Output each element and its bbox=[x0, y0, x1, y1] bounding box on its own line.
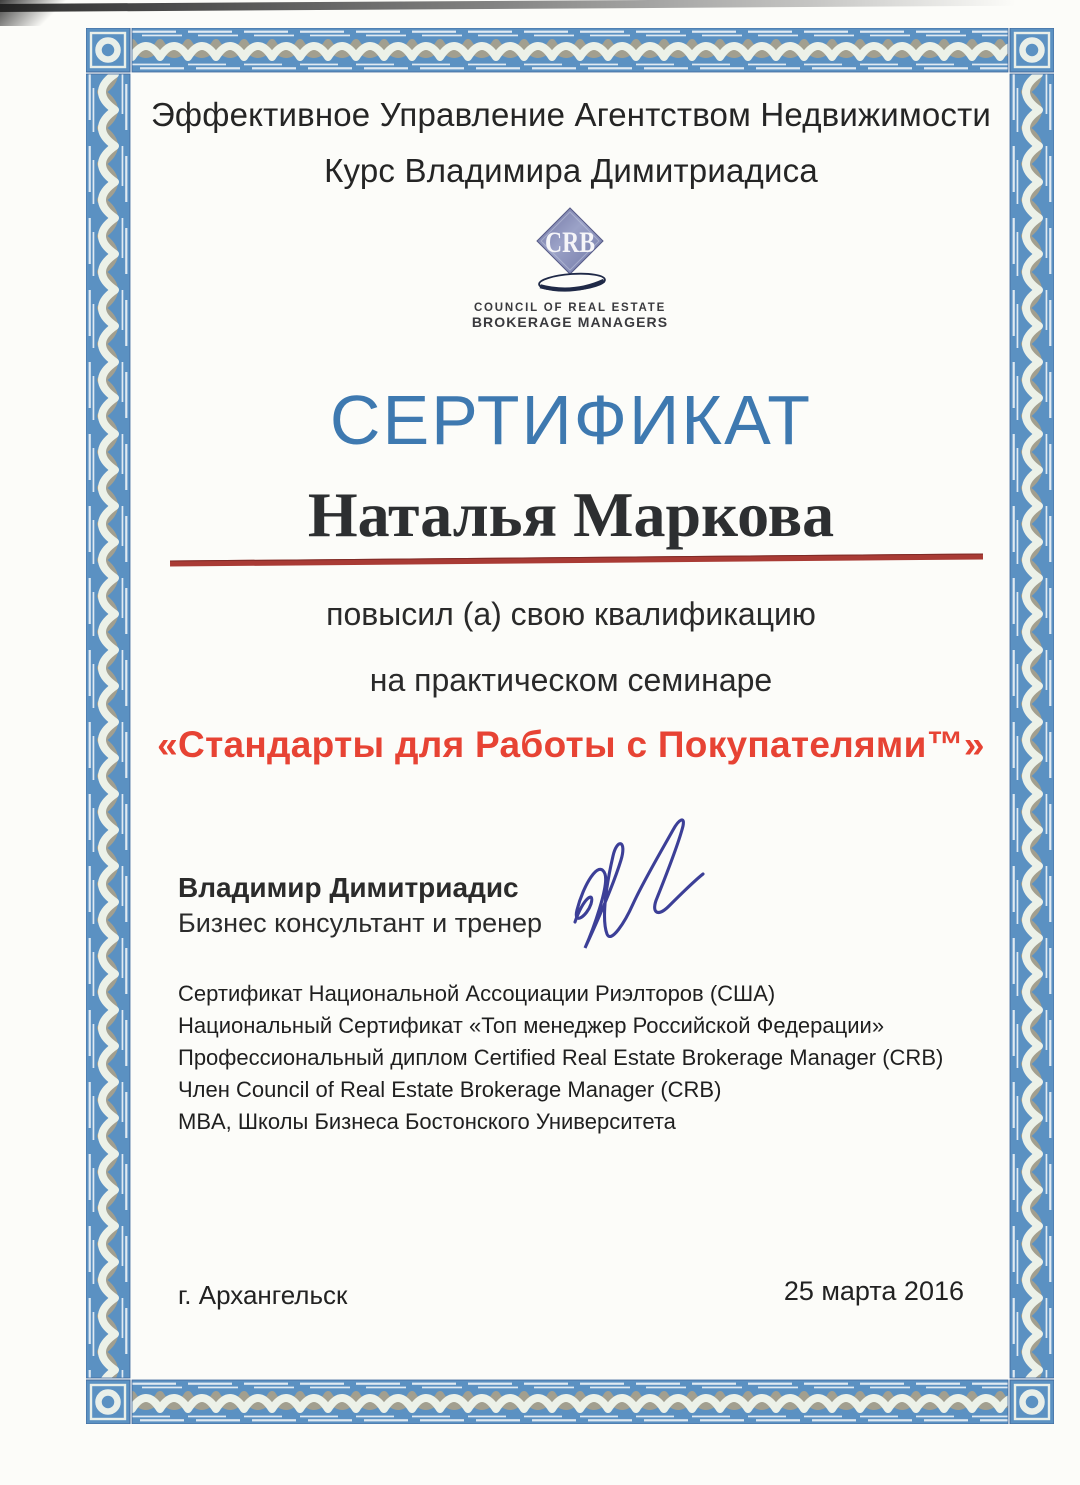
border-corner-top-right bbox=[1010, 28, 1054, 72]
scan-shadow-top bbox=[0, 0, 1016, 12]
border-corner-bottom-left bbox=[86, 1380, 130, 1424]
credential-line: Профессиональный диплом Certified Real Estate Brokerage Manager (CRB) bbox=[178, 1045, 944, 1070]
crb-monogram: CRB bbox=[545, 226, 595, 259]
city-label: г. Архангельск bbox=[178, 1280, 348, 1310]
crb-caption-line-1: COUNCIL OF REAL ESTATE bbox=[473, 302, 667, 314]
signer-name: Владимир Димитриадис bbox=[178, 872, 519, 903]
border-corner-top-left bbox=[86, 28, 130, 72]
scan-shadow-corner bbox=[0, 0, 70, 26]
crb-caption-line-2: BROKERAGE MANAGERS bbox=[471, 314, 669, 330]
body-line-2: на практическом семинаре bbox=[369, 662, 773, 698]
border-corner-bottom-right bbox=[1010, 1380, 1054, 1424]
header-line-2: Курс Владимира Димитриадиса bbox=[324, 152, 818, 189]
border-band-bottom bbox=[132, 1380, 1008, 1424]
credential-line: Сертификат Национальной Ассоциации Риэлторов (США) bbox=[178, 981, 776, 1006]
seminar-title: «Стандарты для Работы с Покупателями™» bbox=[157, 724, 985, 765]
border-band-left bbox=[86, 74, 130, 1378]
header-line-1: Эффективное Управление Агентством Недвижимости bbox=[150, 96, 992, 133]
credential-line: MBA, Школы Бизнеса Бостонского Университета bbox=[178, 1109, 676, 1134]
border-band-right bbox=[1010, 74, 1054, 1378]
date-label: 25 марта 2016 bbox=[783, 1276, 964, 1306]
certificate-title: СЕРТИФИКАТ bbox=[329, 381, 813, 459]
signature-icon bbox=[545, 794, 720, 964]
crb-logo bbox=[134, 206, 1008, 343]
credential-line: Национальный Сертификат «Топ менеджер Российской Федерации» bbox=[178, 1013, 885, 1038]
crb-logo-icon bbox=[460, 206, 682, 338]
signer-credentials bbox=[178, 978, 943, 1138]
credential-line: Член Council of Real Estate Brokerage Manager (CRB) bbox=[178, 1077, 722, 1102]
body-line-1: повысил (а) свою квалификацию bbox=[326, 596, 816, 632]
signer-role: Бизнес консультант и тренер bbox=[178, 908, 543, 938]
recipient-name: Наталья Маркова bbox=[307, 479, 835, 550]
border-band-top bbox=[132, 28, 1008, 72]
